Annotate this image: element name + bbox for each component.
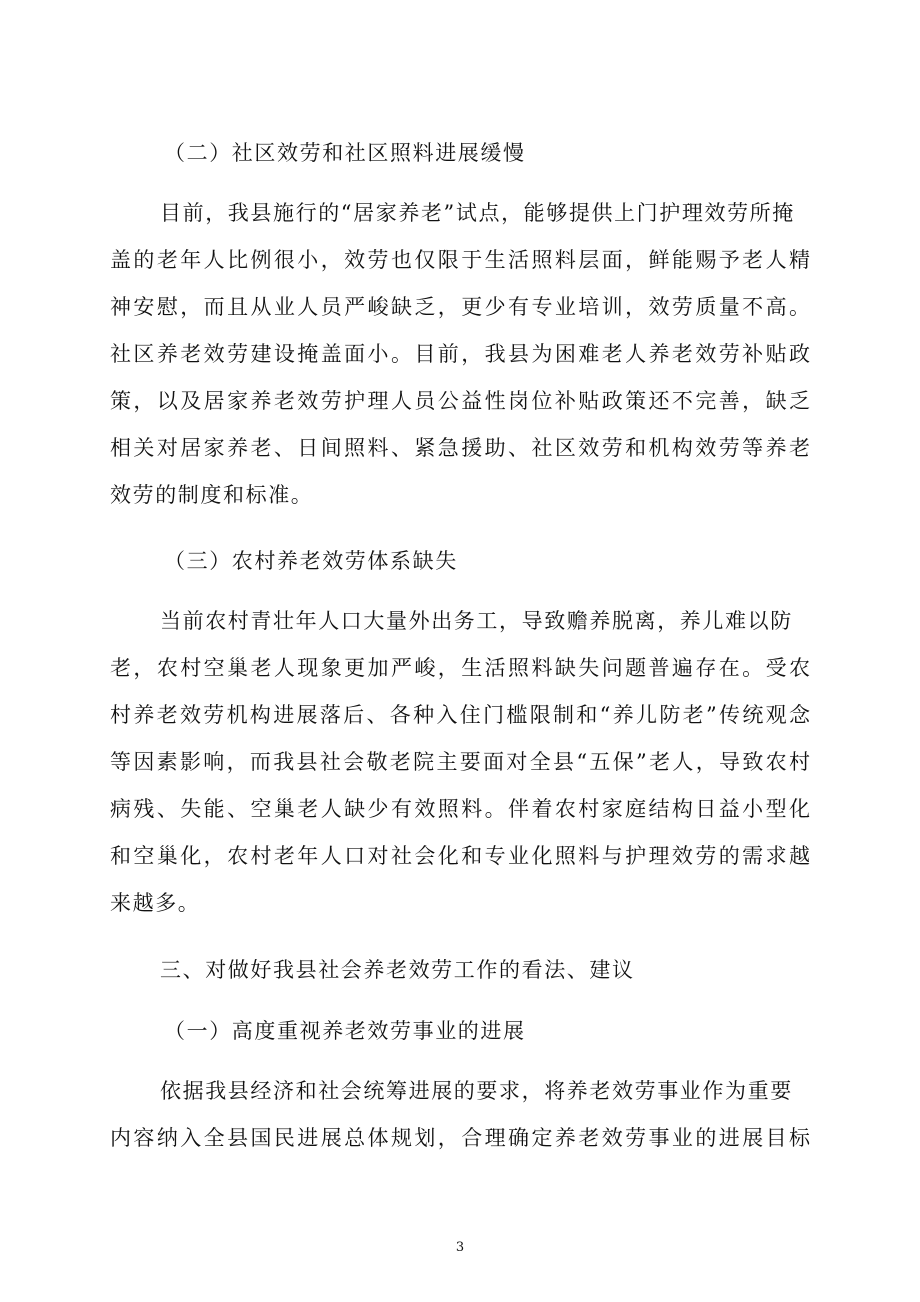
paragraph-line: 当前农村青壮年人口大量外出务工，导致赡养脱离，养儿难以防 [160,609,793,633]
paragraph-line: 村养老效劳机构进展落后、各种入住门槛限制和“养儿防老”传统观念 [110,703,810,727]
paragraph-line: 病残、失能、空巢老人缺少有效照料。伴着农村家庭结构日益小型化 [110,797,810,821]
paragraph-line: 来越多。 [110,891,201,915]
subheading-community-services: （二）社区效劳和社区照料进展缓慢 [164,141,526,165]
paragraph-line: 神安慰，而且从业人员严峻缺乏，更少有专业培训，效劳质量不高。 [110,295,810,319]
paragraph-line: 盖的老年人比例很小，效劳也仅限于生活照料层面，鲜能赐予老人精 [110,248,810,272]
paragraph-line: 等因素影响，而我县社会敬老院主要面对全县“五保”老人，导致农村 [110,750,810,774]
paragraph-line: 效劳的制度和标准。 [110,483,314,507]
paragraph-line: 老，农村空巢老人现象更加严峻，生活照料缺失问题普遍存在。受农 [110,656,810,680]
subheading-attach-importance: （一）高度重视养老效劳事业的进展 [164,1019,526,1043]
paragraph-line: 社区养老效劳建设掩盖面小。目前，我县为困难老人养老效劳补贴政 [110,342,810,366]
section-heading-suggestions: 三、对做好我县社会养老效劳工作的看法、建议 [160,958,635,982]
subheading-rural-system: （三）农村养老效劳体系缺失 [164,549,458,573]
paragraph-line: 和空巢化，农村老年人口对社会化和专业化照料与护理效劳的需求越 [110,844,810,868]
paragraph-line: 策，以及居家养老效劳护理人员公益性岗位补贴政策还不完善，缺乏 [110,389,810,413]
paragraph-line: 内容纳入全县国民进展总体规划，合理确定养老效劳事业的进展目标 [110,1126,810,1150]
paragraph-line: 相关对居家养老、日间照料、紧急援助、社区效劳和机构效劳等养老 [110,436,810,460]
paragraph-line: 目前，我县施行的“居家养老”试点，能够提供上门护理效劳所掩 [160,201,795,225]
paragraph-line: 依据我县经济和社会统筹进展的要求，将养老效劳事业作为重要 [160,1079,793,1103]
page-number: 3 [455,1240,465,1255]
